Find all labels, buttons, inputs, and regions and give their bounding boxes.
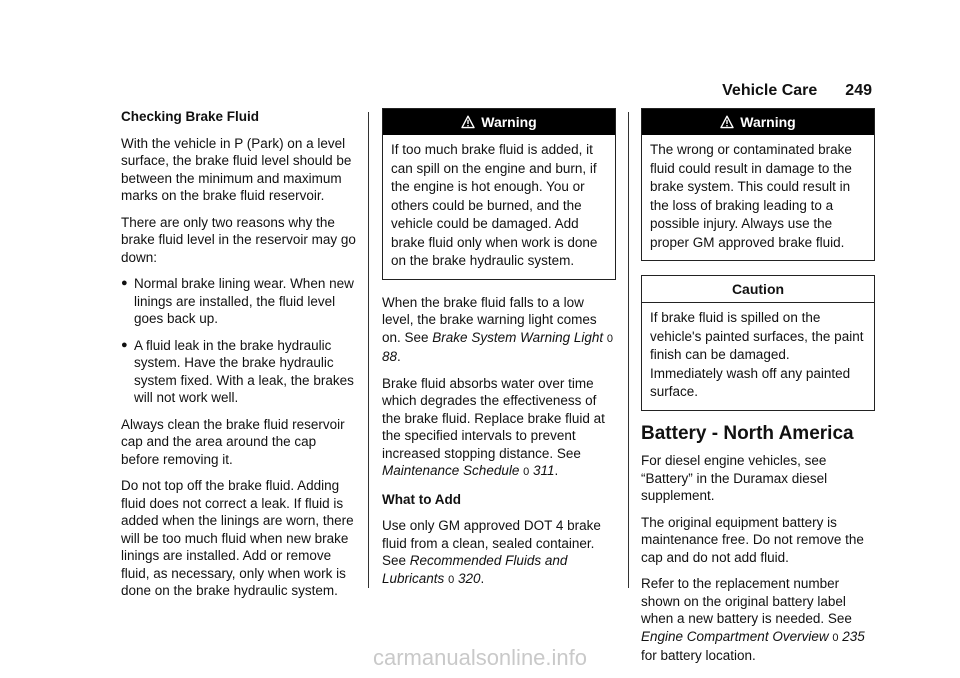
column-divider [628, 112, 629, 588]
column-middle [382, 108, 616, 598]
watermark: carmanualsonline.info [372, 645, 588, 670]
paragraph: Use only GM approved DOT 4 brake fluid from a clean, sealed container. See Recommended Fluids and Lubricants 0 320. [382, 518, 601, 586]
section-title: Vehicle Care [722, 82, 818, 99]
caution-box [641, 275, 875, 411]
page-ref-icon: 0 [448, 573, 455, 586]
warning-header [383, 109, 615, 135]
warning-text: If too much brake fluid is added, it can spill on the engine and burn, if the engine is hot enough. You or others could be burned, and the vehicle could be damaged. Add brake fluid only when work is done on the brake hydraulic system. [391, 142, 598, 268]
paragraph: There are only two reasons why the brake fluid level in the reservoir may go down: [121, 214, 356, 265]
warning-title: Warning [740, 114, 796, 130]
bullet-list [121, 275, 357, 407]
column-left [121, 108, 357, 609]
cross-reference-link[interactable]: Engine Compartment Overview [641, 628, 829, 644]
column-divider [368, 112, 369, 588]
page-ref-number[interactable]: 311 [533, 463, 555, 478]
caution-text: If brake fluid is spilled on the vehicle's painted surfaces, the paint finish can be damaged. Immediately wash off any painted surface. [650, 310, 864, 399]
page-number: 249 [845, 82, 872, 99]
paragraph: When the brake fluid falls to a low level, the brake warning light comes on. See Brake System Warning Light 0 88. [382, 294, 614, 364]
page-ref-icon: 0 [832, 631, 839, 644]
list-item: ● Normal brake lining wear. When new linings are installed, the fluid level goes back up. [121, 276, 354, 326]
page-ref-number[interactable]: 320 [457, 570, 481, 586]
warning-box [641, 108, 875, 261]
page-ref-icon: 0 [523, 466, 530, 478]
subheading-checking-brake-fluid: Checking Brake Fluid [121, 109, 260, 124]
column-right [641, 108, 875, 674]
page-header [722, 82, 872, 100]
paragraph: For diesel engine vehicles, see “Battery” in the Duramax diesel supplement. [641, 453, 828, 503]
list-item: ● A fluid leak in the brake hydraulic system. Have the brake hydraulic system fixed. With a leak, the brakes will not work well. [121, 337, 354, 405]
subheading-what-to-add: What to Add [382, 491, 461, 507]
warning-title: Warning [481, 114, 537, 130]
page-ref-number[interactable]: 88 [382, 349, 398, 364]
warning-triangle-icon [461, 115, 475, 129]
warning-box [382, 108, 616, 280]
paragraph: With the vehicle in P (Park) on a level surface, the brake fluid level should be between the minimum and maximum marks on the brake fluid reservoir. [121, 135, 352, 203]
cross-reference-link[interactable]: Recommended Fluids and Lubricants [382, 553, 568, 586]
paragraph: Always clean the brake fluid reservoir cap and the area around the cap before removing it. [121, 416, 345, 467]
paragraph: Do not top off the brake fluid. Adding fluid does not correct a leak. If fluid is added when the linings are worn, there will be too much fluid when new brake linings are installed. Add or remove fluid, as necessary, only when work is done on the brake hydraulic system. [121, 478, 354, 598]
warning-text: The wrong or contaminated brake fluid could result in damage to the brake system. This could result in the loss of braking leading to a possible injury. Always use the proper GM approved brake fluid. [650, 142, 852, 250]
warning-header [642, 109, 874, 135]
page-ref-icon: 0 [606, 332, 614, 345]
bullet-icon: ● [121, 338, 128, 351]
warning-triangle-icon [720, 115, 734, 129]
paragraph: The original equipment battery is maintenance free. Do not remove the cap and do not add fluid. [641, 514, 864, 565]
bullet-icon: ● [121, 277, 128, 289]
cross-reference-link[interactable]: Brake System Warning Light [432, 329, 604, 345]
cross-reference-link[interactable]: Maintenance Schedule [382, 463, 520, 478]
paragraph: Brake fluid absorbs water over time which degrades the effectiveness of the brake fluid. Replace brake fluid at the specified intervals to prevent increased stopping distance. See Maintenance Schedule 0 311. [382, 375, 605, 478]
caution-title: Caution [731, 281, 785, 297]
caution-header [642, 276, 874, 303]
page-ref-number[interactable]: 235 [842, 628, 865, 644]
paragraph: Refer to the replacement number shown on the original battery label when a new battery is needed. See Engine Compartment Overview 0 235 for battery location. [641, 576, 865, 663]
section-heading-battery: Battery - North America [641, 422, 854, 444]
